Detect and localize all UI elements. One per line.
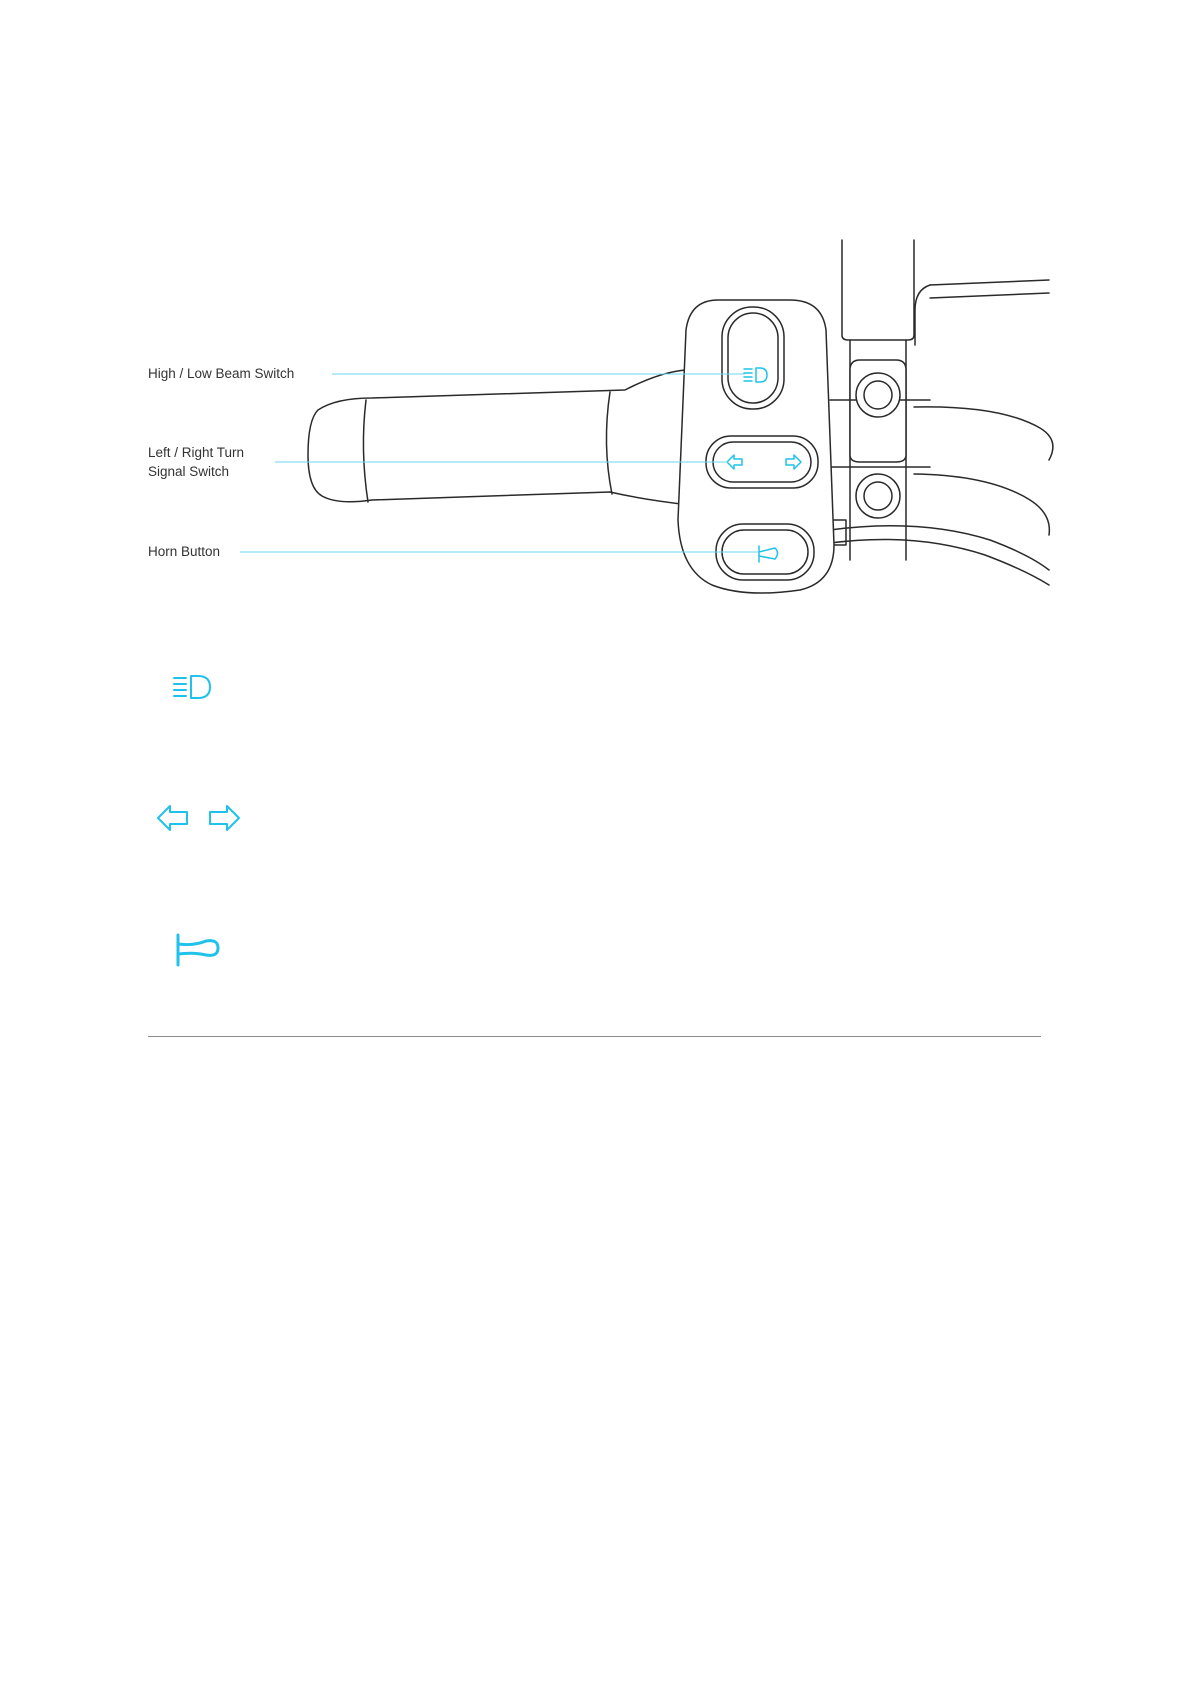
handlebar-grip — [308, 370, 690, 505]
callout-turn-signal-line2: Signal Switch — [148, 464, 230, 479]
headlight-beam-icon — [170, 670, 218, 706]
turn-signal-arrows-icon — [155, 800, 245, 836]
beam-switch[interactable] — [722, 307, 784, 409]
section-divider — [148, 1036, 1041, 1037]
callout-beam-switch: High / Low Beam Switch — [148, 366, 295, 381]
clamp-bolt-upper — [856, 373, 900, 417]
callout-horn-button: Horn Button — [148, 544, 221, 559]
brake-cable — [826, 520, 1049, 585]
handlebar-clamp — [830, 360, 930, 518]
callout-turn-signal-line1: Left / Right Turn — [148, 445, 245, 460]
horn-icon — [172, 932, 228, 968]
clamp-bolt-lower — [856, 474, 900, 518]
handlebar-tube — [914, 280, 1053, 535]
